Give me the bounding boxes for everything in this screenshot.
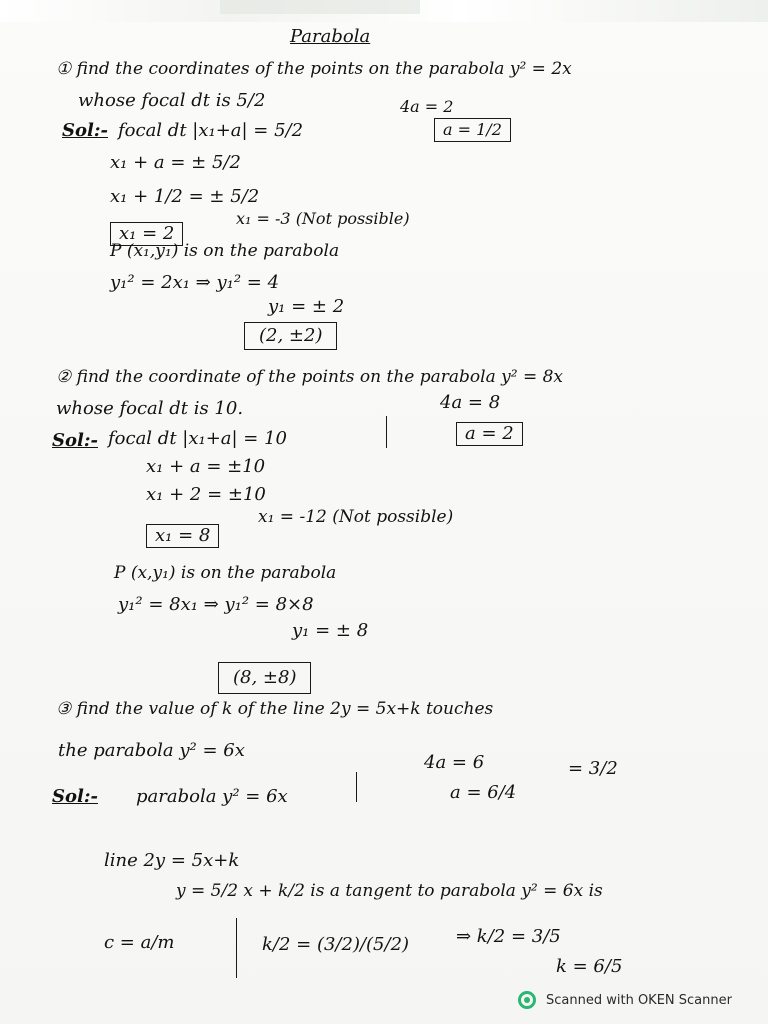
q3-divider-2	[236, 918, 237, 978]
q1-sol-label: Sol:-	[62, 120, 108, 141]
q2-line7: P (x,y₁) is on the parabola	[114, 563, 337, 583]
q1-line7: P (x₁,y₁) is on the parabola	[110, 241, 340, 261]
q3-line2: the parabola y² = 6x	[58, 740, 245, 761]
q1-line6: x₁ = -3 (Not possible)	[236, 209, 410, 228]
q2-line6: x₁ = -12 (Not possible)	[258, 507, 454, 527]
q1-side-box: a = 1/2	[434, 118, 511, 142]
q2-line1: ② find the coordinate of the points on the parabola y² = 8x	[56, 367, 563, 387]
q3-line5: y = 5/2 x + k/2 is a tangent to parabola y² = 6x is	[176, 881, 603, 901]
q1-line4: x₁ + a = ± 5/2	[110, 152, 241, 173]
q2-side-box: a = 2	[456, 422, 523, 446]
q3-line6: c = a/m	[104, 932, 175, 953]
q1-answer: (2, ±2)	[244, 322, 337, 350]
q2-line9: y₁ = ± 8	[292, 620, 369, 641]
q2-box: x₁ = 8	[146, 524, 219, 548]
q1-box: x₁ = 2	[110, 222, 183, 246]
q2-line5: x₁ + 2 = ±10	[146, 484, 266, 505]
page-shadow	[220, 0, 420, 14]
scanner-watermark-text: Scanned with OKEN Scanner	[546, 992, 732, 1008]
q1-line5: x₁ + 1/2 = ± 5/2	[110, 186, 260, 207]
q1-line2: whose focal dt is 5/2	[78, 90, 266, 111]
q2-divider	[386, 416, 387, 448]
q1-side1: 4a = 2	[400, 97, 454, 116]
q3-line3: parabola y² = 6x	[136, 786, 288, 807]
q1-line8: y₁² = 2x₁ ⇒ y₁² = 4	[110, 272, 280, 293]
q1-line9: y₁ = ± 2	[268, 296, 345, 317]
q2-line3: focal dt |x₁+a| = 10	[108, 428, 288, 449]
q3-line4: line 2y = 5x+k	[104, 850, 240, 871]
q2-line4: x₁ + a = ±10	[146, 456, 266, 477]
q2-sol-label: Sol:-	[52, 430, 98, 451]
q1-line1: ① find the coordinates of the points on the parabola y² = 2x	[56, 59, 572, 79]
q3-sol-label: Sol:-	[52, 786, 98, 807]
page-title: Parabola	[290, 26, 371, 47]
q3-side2: a = 6/4	[450, 782, 517, 803]
q3-line7: k/2 = (3/2)/(5/2)	[262, 934, 410, 955]
q3-line9: k = 6/5	[556, 956, 623, 977]
q3-side1: 4a = 6	[424, 752, 485, 773]
q2-side1: 4a = 8	[440, 392, 501, 413]
q3-side3: = 3/2	[568, 758, 618, 779]
scanner-watermark	[518, 988, 732, 1012]
q1-line3: focal dt |x₁+a| = 5/2	[118, 120, 304, 141]
scanner-logo-icon	[518, 991, 536, 1009]
q3-line8: ⇒ k/2 = 3/5	[456, 926, 561, 947]
q2-line2: whose focal dt is 10.	[56, 398, 244, 419]
q3-line1: ③ find the value of k of the line 2y = 5x+k touches	[56, 699, 494, 719]
q2-line8: y₁² = 8x₁ ⇒ y₁² = 8×8	[118, 594, 314, 615]
q2-answer: (8, ±8)	[218, 662, 311, 694]
q3-divider-1	[356, 772, 357, 802]
